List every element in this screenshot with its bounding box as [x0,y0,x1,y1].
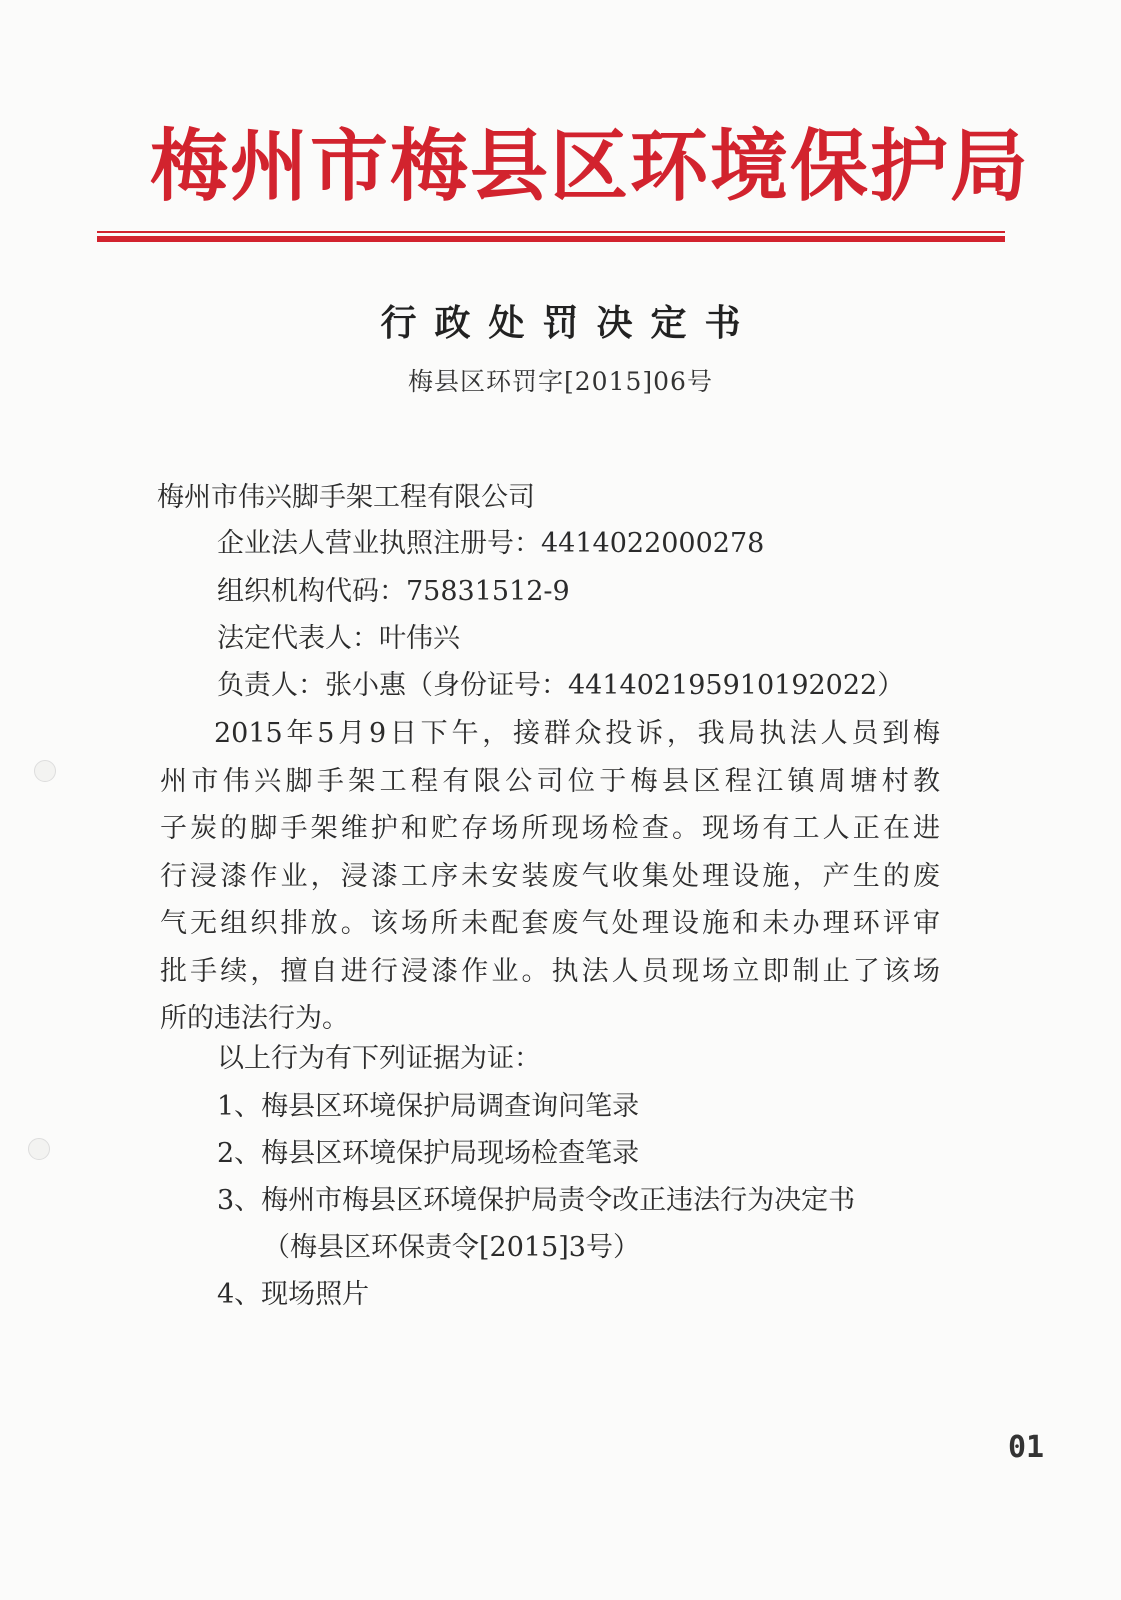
party-responsible: 负责人：张小惠（身份证号：441402195910192022） [217,670,905,701]
evidence-item: 4、现场照片 [217,1279,370,1310]
facts-line: 行浸漆作业，浸漆工序未安装废气收集处理设施，产生的废 [160,860,940,892]
party-name: 梅州市伟兴脚手架工程有限公司 [157,482,535,513]
evidence-item: 1、梅县区环境保护局调查询问笔录 [217,1091,640,1122]
letterhead-rule-thick [97,236,1005,242]
evidence-item-continuation: （梅县区环保责令[2015]3号） [263,1232,640,1263]
party-legal-rep: 法定代表人：叶伟兴 [217,623,460,654]
document-number: 梅县区环罚字[2015]06号 [408,367,713,396]
punch-hole [34,760,56,782]
evidence-item: 2、梅县区环境保护局现场检查笔录 [217,1138,640,1169]
page-number: 01 [1008,1430,1045,1465]
facts-paragraph [160,710,940,1043]
facts-line: 子炭的脚手架维护和贮存场所现场检查。现场有工人正在进 [160,813,940,844]
facts-line: 所的违法行为。 [160,1003,349,1034]
issuer-letterhead: 梅州市梅县区环境保护局 [150,121,1031,212]
punch-hole [28,1138,50,1160]
letterhead-rule-thin [97,231,1005,233]
document-title: 行政处罚决定书 [380,303,759,344]
evidence-item: 3、梅州市梅县区环境保护局责令改正违法行为决定书 [217,1185,856,1216]
evidence-intro: 以上行为有下列证据为证： [217,1043,541,1074]
party-org-code: 组织机构代码：75831512-9 [217,576,570,607]
facts-line: 州市伟兴脚手架工程有限公司位于梅县区程江镇周塘村教 [160,765,940,797]
facts-line: 2015年5月9日下午，接群众投诉，我局执法人员到梅 [214,718,940,749]
party-license: 企业法人营业执照注册号：4414022000278 [217,528,765,559]
facts-line: 气无组织排放。该场所未配套废气处理设施和未办理环评审 [160,908,940,939]
facts-line: 批手续，擅自进行浸漆作业。执法人员现场立即制止了该场 [160,955,940,987]
